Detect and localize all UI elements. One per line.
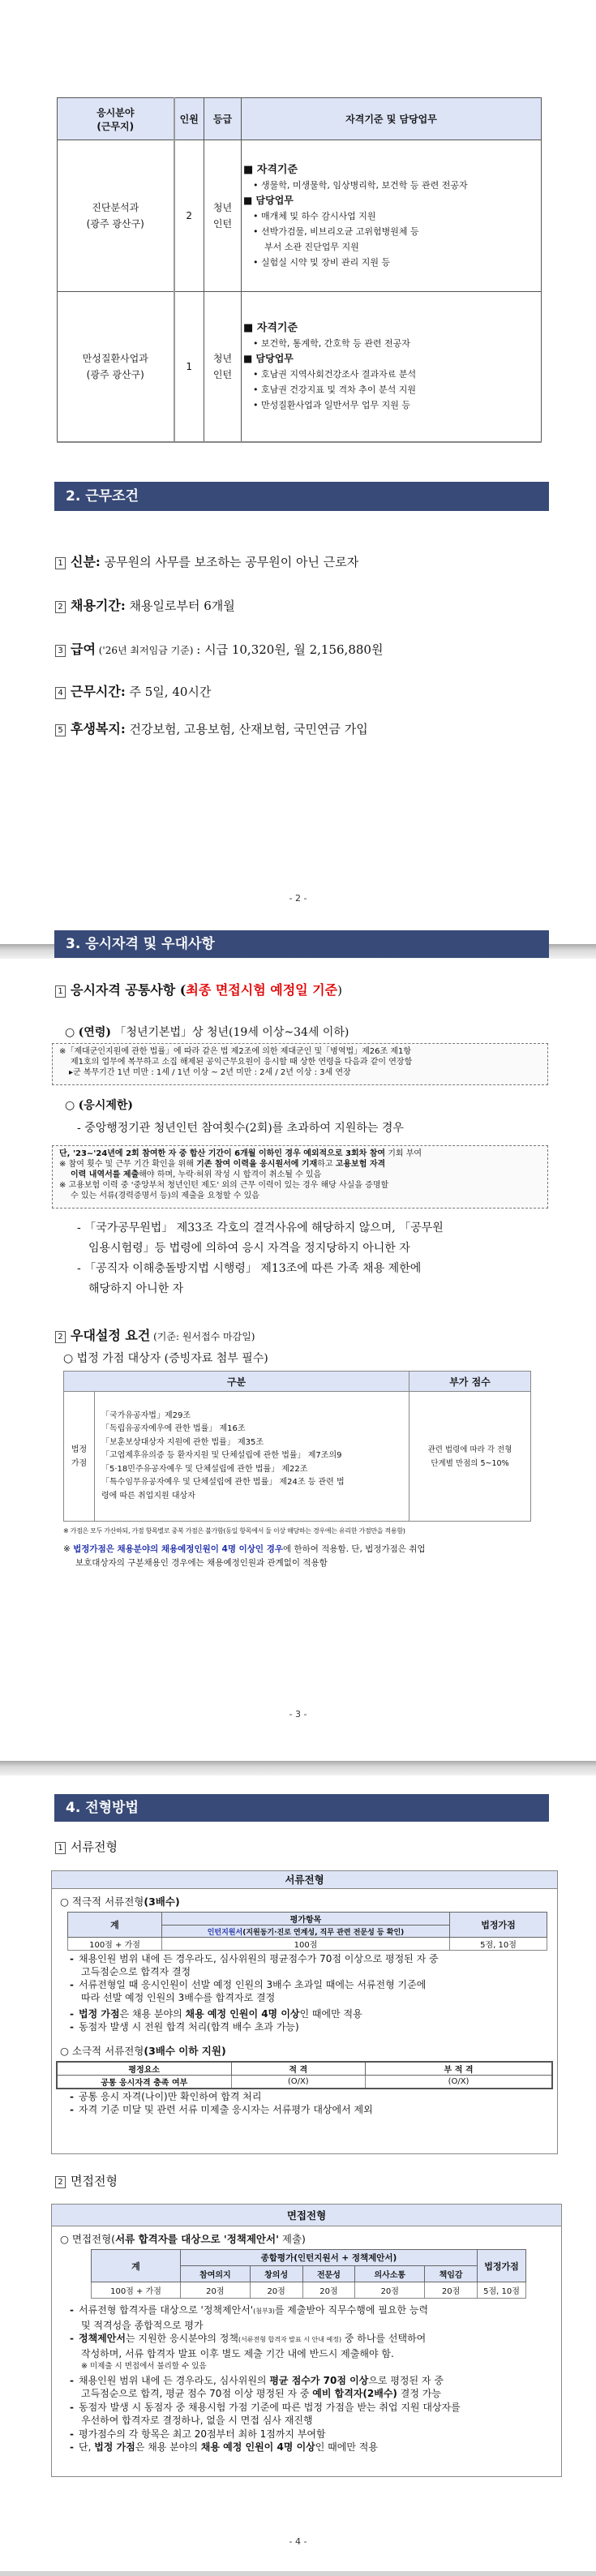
table-row — [64, 1392, 531, 1522]
document-screening-box — [51, 1870, 558, 2154]
condition-item-status: 1 신분: 공무원의 사무를 보조하는 공무원이 아닌 근로자 — [55, 552, 358, 570]
active-screening-table: 계 평가항목 법정가점 인턴지원서(지원동기·진로 연계성, 직무 관련 전문성 등 확인) 100점 + 가점 100점 5점, 10점 — [67, 1912, 547, 1951]
header-bonus-score: 부가 점수 — [409, 1372, 531, 1392]
grade-cell: 청년 인턴 — [204, 140, 242, 292]
field-cell: 진단분석과 (광주 광산구) — [58, 140, 174, 292]
field-cell: 만성질환사업과 (광주 광산구) — [58, 292, 174, 442]
restriction-note-box: 단, '23~'24년에 2회 참여한 자 중 합산 기간이 6개월 이하인 경우 예외적으로 3회차 참여 기회 부여 ※ 참여 횟수 및 근무 기간 확인을 위해 기존 참여 이력을 응시원서에 기재하고 고용보험 자격 이력 내역서를 제출해야 하며, 누락·허위 작성 시 합격이 취소될 수 있음 ※ 고용보험 이력 중 '중앙부처 청년인턴 제도' 외의 근무 이력이 있는 경우 해당 사실을 증명할 수 있는 서류(경력증명서 등)의 제출을 요청할 수 있음 — [52, 1145, 548, 1209]
active-screening-rules: - 채용인원 범위 내에 든 경우라도, 심사위원의 평균점수가 70점 이상으로 평정된 자 중 고득점순으로 합격자 결정 - 서류전형일 때 응시인원이 선발 예정 인원의 3배수 초과일 때에는 서류전형 기준에 따라 선발 예정 인원의 3배수를 합격자로 결정 - 법정 가점은 채용 분야의 채용 예정 인원이 4명 이상인 때에만 적용 - 동점자 발생 시 전원 합격 처리(합격 배수 초과 가능) — [70, 1953, 439, 2033]
document-screening-heading: 1 서류전형 — [55, 1838, 118, 1855]
count-cell: 2 — [174, 140, 204, 292]
section-title-work-conditions: 2. 근무조건 — [54, 482, 549, 511]
preference-heading: 2 우대설정 요건 (기준: 원서접수 마감일) — [55, 1325, 255, 1344]
section-title-selection-method: 4. 전형방법 — [54, 1794, 549, 1822]
bonus-score-cell: 관련 법령에 따라 각 전형 단계별 만점의 5~10% — [409, 1392, 531, 1522]
passive-screening-rules: - 공통 응시 자격(나이)만 확인하여 합격 처리 - 자격 기준 미달 및 관련 서류 미제출 응시자는 서류평가 대상에서 제외 — [70, 2091, 373, 2115]
passive-screening-title: ○ 소극적 서류전형(3배수 이하 지원) — [60, 2045, 226, 2057]
condition-item-welfare: 5 후생복지: 건강보험, 고용보험, 산재보험, 국민연금 가입 — [55, 719, 368, 737]
section-title-qualifications: 3. 응시자격 및 우대사항 — [54, 930, 549, 958]
header-grade: 등급 — [204, 98, 242, 140]
header-field: 응시분야 (근무지) — [58, 98, 174, 140]
condition-item-salary: 3 급여 ('26년 최저임금 기준) : 시급 10,320원, 월 2,156,880원 — [55, 639, 383, 658]
page-separator — [0, 2571, 596, 2576]
qualification-cell: ■ 자격기준 • 보건학, 통계학, 간호학 등 관련 전공자 ■ 담당업무 • 호남권 지역사회건강조사 결과자료 분석 • 호남권 건강지표 및 격차 추이 분석 지원 • 만성질환사업과 일반서무 업무 지원 등 — [242, 292, 542, 442]
count-cell: 1 — [174, 292, 204, 442]
bonus-target-label: ○ 법정 가점 대상자 (증빙자료 첨부 필수) — [63, 1352, 268, 1365]
interview-box — [51, 2204, 562, 2477]
passive-screening-table: 평정요소 적 격 부 적 격 공통 응시자격 충족 여부 (O/X) (O/X) — [56, 2061, 553, 2089]
recruit-table — [57, 97, 542, 443]
age-note-box: ※「제대군인지원에 관한 법률」에 따라 같은 법 제2조에 의한 제대군인 및「병역법」제26조 제1항 제1호의 업무에 복무하고 소집 해제된 공익근무요원이 응시할 때 상한 연령을 다음과 같이 연장함 ▸군 복무기간 1년 미만 : 1세 / 1년 이상 ~ 2년 미만 : 2세 / 2년 이상 : 3세 연장 — [52, 1043, 548, 1085]
header-category: 구분 — [64, 1372, 409, 1392]
active-screening-title: ○ 적극적 서류전형(3배수) — [60, 1896, 180, 1908]
table-row — [58, 140, 542, 292]
table-row — [58, 292, 542, 442]
bonus-applicability-note: ※ 법정가점은 채용분야의 채용예정인원이 4명 이상인 경우에 한하여 적용함. 단, 법정가점은 취업 보호대상자의 구분채용인 경우에는 채용예정인원과 관계없이 적용함 — [63, 1544, 426, 1568]
interview-rules: - 서류전형 합격자를 대상으로 '정책제안서'(첨부3)를 제출받아 직무수행에 필요한 능력 및 적격성을 종합적으로 평가 - 정책제안서는 지원한 응시분야의 정책(서류전형 합격자 발표 시 안내 예정) 중 하나를 선택하여 작성하며, 서류 합격자 발표 이후 별도 제출 기간 내에 반드시 제출해야 함. ※ 미제출 시 면접에서 불리할 수 있음 - 채용인원 범위 내에 든 경우라도, 심사위원의 평균 점수가 70점 이상으로 평정된 자 중 고득점순으로 합격, 평균 점수 70점 이상 평정된 자 중 예비 합격자(2배수) 결정 가능 - 동점자 발생 시 동점자 중 채용시험 가점 기준에 따른 법정 가점을 받는 취업 지원 대상자를 우선하여 합격자로 결정하나, 없을 시 면접 심사 재진행 - 평가점수의 각 항목은 최고 20점부터 최하 1점까지 부여함 - 단, 법정 가점은 채용 분야의 채용 예정 인원이 4명 이상인 때에만 적용 — [70, 2304, 461, 2453]
grade-cell: 청년 인턴 — [204, 292, 242, 442]
age-requirement: ○ (연령) 「청년기본법」상 청년(19세 이상~34세 이하) — [65, 1026, 349, 1039]
box-title: 면접전형 — [52, 2205, 561, 2226]
bonus-table — [63, 1371, 531, 1522]
restriction-item: - 중앙행정기관 청년인턴 참여횟수(2회)를 초과하여 지원하는 경우 — [77, 1122, 404, 1135]
qualification-common: 1 응시자격 공통사항 (최종 면접시험 예정일 기준) — [55, 980, 342, 998]
interview-score-table: 계 종합평가(인턴지원서 + 정책제안서) 법정가점 참여의지 창의성 전문성 의사소통 책임감 100점 + 가점 20점 20점 20점 20점 20점 5점, 10점 — [91, 2249, 526, 2299]
header-qualification: 자격기준 및 담당업무 — [242, 98, 542, 140]
law-list: 「국가유공자법」제29조 「독립유공자예우에 관한 법률」 제16조 「보훈보상대상자 지원에 관한 법률」 제35조 「고엽제후유의증 등 환자지원 및 단체설립에 관한 법률」 제7조의9 「5·18민주유공자예우 및 단체설립에 관한 법률」 제22조 「특수임무유공자예우 및 단체설립에 관한 법률」 제24조 등 관련 법 령에 따른 취업지원 대상자 — [95, 1392, 409, 1522]
bonus-note: ※ 가점은 모두 가산하되, 가점 항목별로 중복 가점은 불가함(동일 항목에서 둘 이상 해당하는 경우에는 유리한 가점만을 적용함) — [63, 1527, 405, 1535]
page-number: - 4 - — [289, 2536, 307, 2547]
condition-item-period: 2 채용기간: 채용일로부터 6개월 — [55, 595, 235, 614]
page-separator — [0, 1761, 596, 1775]
page-number: - 2 - — [289, 893, 307, 904]
page-number: - 3 - — [289, 1709, 307, 1719]
qualification-cell: ■ 자격기준 • 생물학, 미생물학, 임상병리학, 보건학 등 관련 전공자 ■ 담당업무 • 매개체 및 하수 감시사업 지원 • 선박가검물, 비브리오균 고위험병원체 등 부서 소관 진단업무 지원 • 실험실 시약 및 장비 관리 지원 등 — [242, 140, 542, 292]
box-title: 서류전형 — [52, 1871, 557, 1889]
restriction-heading: ○ (응시제한) — [65, 1099, 134, 1112]
row-label: 법정 가점 — [64, 1392, 95, 1522]
restriction-items: - 「국가공무원법」 제33조 각호의 결격사유에 해당하지 않으며, 「공무원 임용시험령」등 법령에 의하여 응시 자격을 정지당하지 아니한 자 - 「공직자 이해충돌방지법 시행령」 제13조에 따른 가족 채용 제한에 해당하지 아니한 자 — [77, 1221, 444, 1295]
interview-heading: 2 면접전형 — [55, 2172, 118, 2189]
interview-title: ○ 면접전형(서류 합격자를 대상으로 '정책제안서' 제출) — [60, 2233, 306, 2245]
condition-item-hours: 4 근무시간: 주 5일, 40시간 — [55, 681, 211, 700]
header-count: 인원 — [174, 98, 204, 140]
